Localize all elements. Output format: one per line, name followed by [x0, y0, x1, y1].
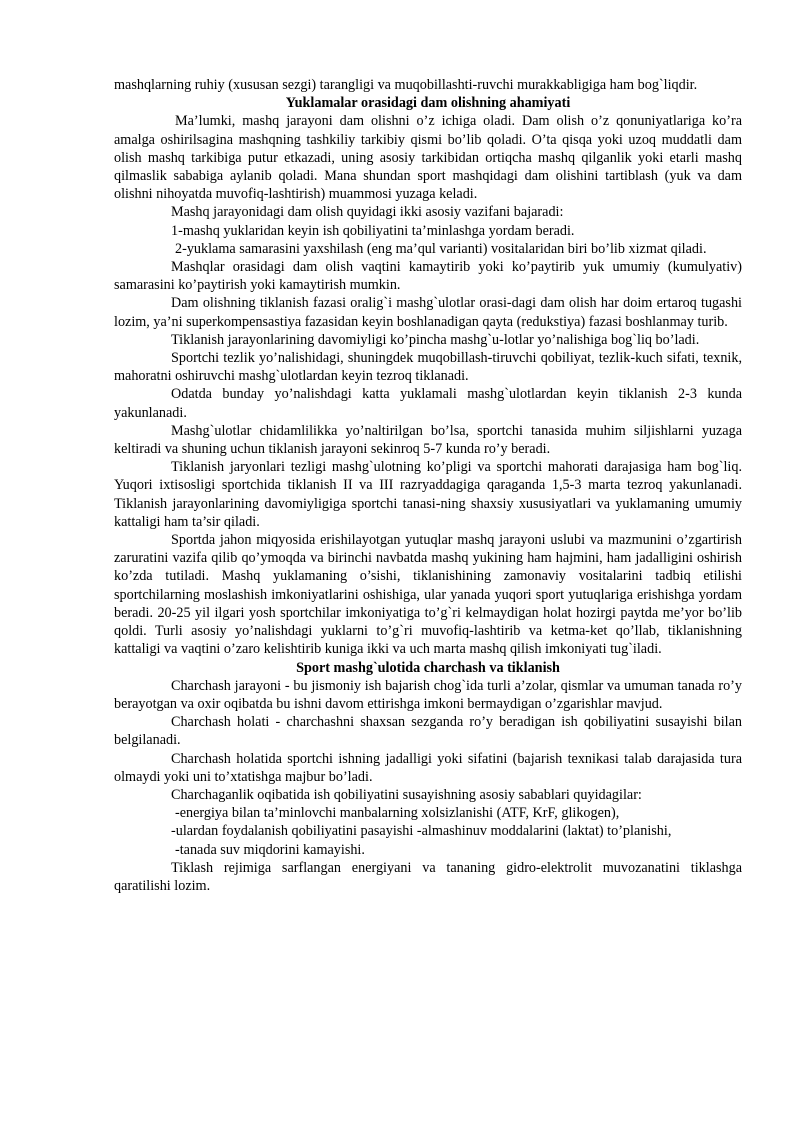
paragraph: Sportchi tezlik yo’nalishidagi, shuningdek muqobillash-tiruvchi qobiliyat, tezlik-kuch sifati, texnik, mahoratni oshiruvchi mashg`ulotlardan keyin tezroq tiklanadi. — [114, 350, 742, 385]
list-item: 1-mashq yuklaridan keyin ish qobiliyatini ta’minlashga yordam beradi. — [171, 222, 575, 239]
paragraph: Mashq jarayonidagi dam olish quyidagi ikki asosiy vazifani bajaradi: — [171, 204, 564, 221]
paragraph: Tiklanish jaryonlari tezligi mashg`ulotning ko’pligi va sportchi mahorati darajasiga ham bog`liq. Yuqori ixtisosligi sportchida tiklanish II va III razryaddagiga qaraganda 1,5-3 marta tezroq yakunlanadi. Tiklanish jarayonlarining davomiyligiga sportchi tanasi-ning shaxsiy xususiyatlari va yuklamaning umumiy kattaligi ham ta’sir qiladi. — [114, 459, 742, 530]
paragraph: Mashg`ulotlar chidamlilikka yo’naltirilgan bo’lsa, sportchi tanasida muhim siljishlarni yuzaga keltiradi va shuning uchun tiklanish jarayoni sekinroq 5-7 kunda ro’y beradi. — [114, 422, 742, 458]
list-item: -tanada suv miqdorini kamayishi. — [175, 841, 365, 858]
paragraph: Odatda bunday yo’nalishdagi katta yuklamali mashg`ulotlardan keyin tiklanish 2-3 kunda yakunlanadi. — [114, 386, 742, 421]
paragraph: Charchash holatida sportchi ishning jadalligi yoki sifatini (bajarish texnikasi talab darajasida tura olmaydi yoki uni to’xtatishga majbur bo’ladi. — [114, 750, 742, 785]
list-item: -ulardan foydalanish qobiliyatini pasayishi -almashinuv moddalarini (laktat) to’planishi, — [171, 823, 672, 840]
intro-paragraph: mashqlarning ruhiy (xususan sezgi) tarangligi va muqobillashti-ruvchi murakkabligiga ham bog`liqdir. — [114, 77, 698, 93]
paragraph: Tiklash rejimiga sarflangan energiyani va tananing gidro-elektrolit muvozanatini tiklashga qaratilishi lozim. — [114, 859, 742, 894]
paragraph: Ma’lumki, mashq jarayoni dam olishni o’z ichiga oladi. Dam olish o’z qonuniyatlariga ko’ra amalga oshirilsagina mashqning tashkiliy tarkibiy qismi bo’lib qoladi. O’ta qisqa yoki uzoq muddatli dam olish mashq tarkibiga putur etkazadi, uning asosiy tarkibidan ortiqcha mashq qilganlik yoki etarli mashq qilmaslik sababiga aylanib qoladi. Mana shundan sport mashqidagi dam olishini tartiblash (yuk va dam olishni nihoyatda muvofiq-lashtirish) muammosi yuzaga keladi. — [114, 113, 742, 203]
paragraph: Charchash jarayoni - bu jismoniy ish bajarish chog`ida turli a’zolar, qismlar va umuman tanada ro’y berayotgan va oxir oqibatda bu ishni davom ettirishga imkoni bermaydigan o’zgarishlar mavjud. — [114, 677, 742, 712]
paragraph: Tiklanish jarayonlarining davomiyligi ko’pincha mashg`u-lotlar yo’nalishiga bog`liq bo’ladi. — [171, 331, 700, 348]
paragraph: Charchash holati - charchashni shaxsan sezganda ro’y beradigan ish qobiliyatini susayishi bilan belgilanadi. — [114, 714, 742, 749]
list-item: -energiya bilan ta’minlovchi manbalarning xolsizlanishi (ATF, KrF, glikogen), — [175, 805, 620, 822]
paragraph: Mashqlar orasidagi dam olish vaqtini kamaytirib yoki ko’paytirib yuk umumiy (kumulyativ) samarasini ko’paytirish yoki kamaytirish mumkin. — [114, 259, 742, 294]
section-heading-rest-between-loads: Yuklamalar orasidagi dam olishning ahamiyati — [285, 95, 571, 112]
paragraph: Charchaganlik oqibatida ish qobiliyatini susayishning asosiy sabablari quyidagilar: — [171, 786, 642, 803]
document-page — [114, 76, 742, 895]
paragraph: Dam olishning tiklanish fazasi oralig`i mashg`ulotlar orasi-dagi dam olish har doim ertaroq tugashi lozim, ya’ni superkompensastiya fazasidan keyin boshlanadigan qayta (redukstiya) fazasi boshlanmay turib. — [114, 295, 742, 330]
paragraph: Sportda jahon miqyosida erishilayotgan yutuqlar mashq jarayoni uslubi va mazmunini o’zgartirish zaruratini vazifa qilib qo’ymoqda va birinchi navbatda mashq yukining ham hajmini, ham jadalligini oshirish ko’zda tutiladi. Mashq yuklamaning o’sishi, tiklanishining zamonaviy vositalarini tadbiq etilishi sportchilarning moslashish imkoniyatlarini oshishiga, ular yanada yuqori sport yutuqlariga erishishga yordam beradi. 20-25 yil ilgari yosh sportchilar imkoniyatiga to’g`ri kelmaydigan holat hozirgi paytda me’yor bo’lib qoldi. Turli asosiy yo’nalishdagi yuklarni to’g`ri muvofiq-lashtirib va ketma-ket qo’llab, tiklanishning kattaligi va vaqtini o’zaro kelishtirib kuniga ikki va uch marta mashq qilish imkoniyati tug`iladi. — [114, 532, 742, 658]
section-heading-fatigue-recovery: Sport mashg`ulotida charchash va tiklanish — [296, 659, 560, 676]
list-item: 2-yuklama samarasini yaxshilash (eng ma’qul varianti) vositalaridan biri bo’lib xizmat qiladi. — [175, 240, 707, 257]
